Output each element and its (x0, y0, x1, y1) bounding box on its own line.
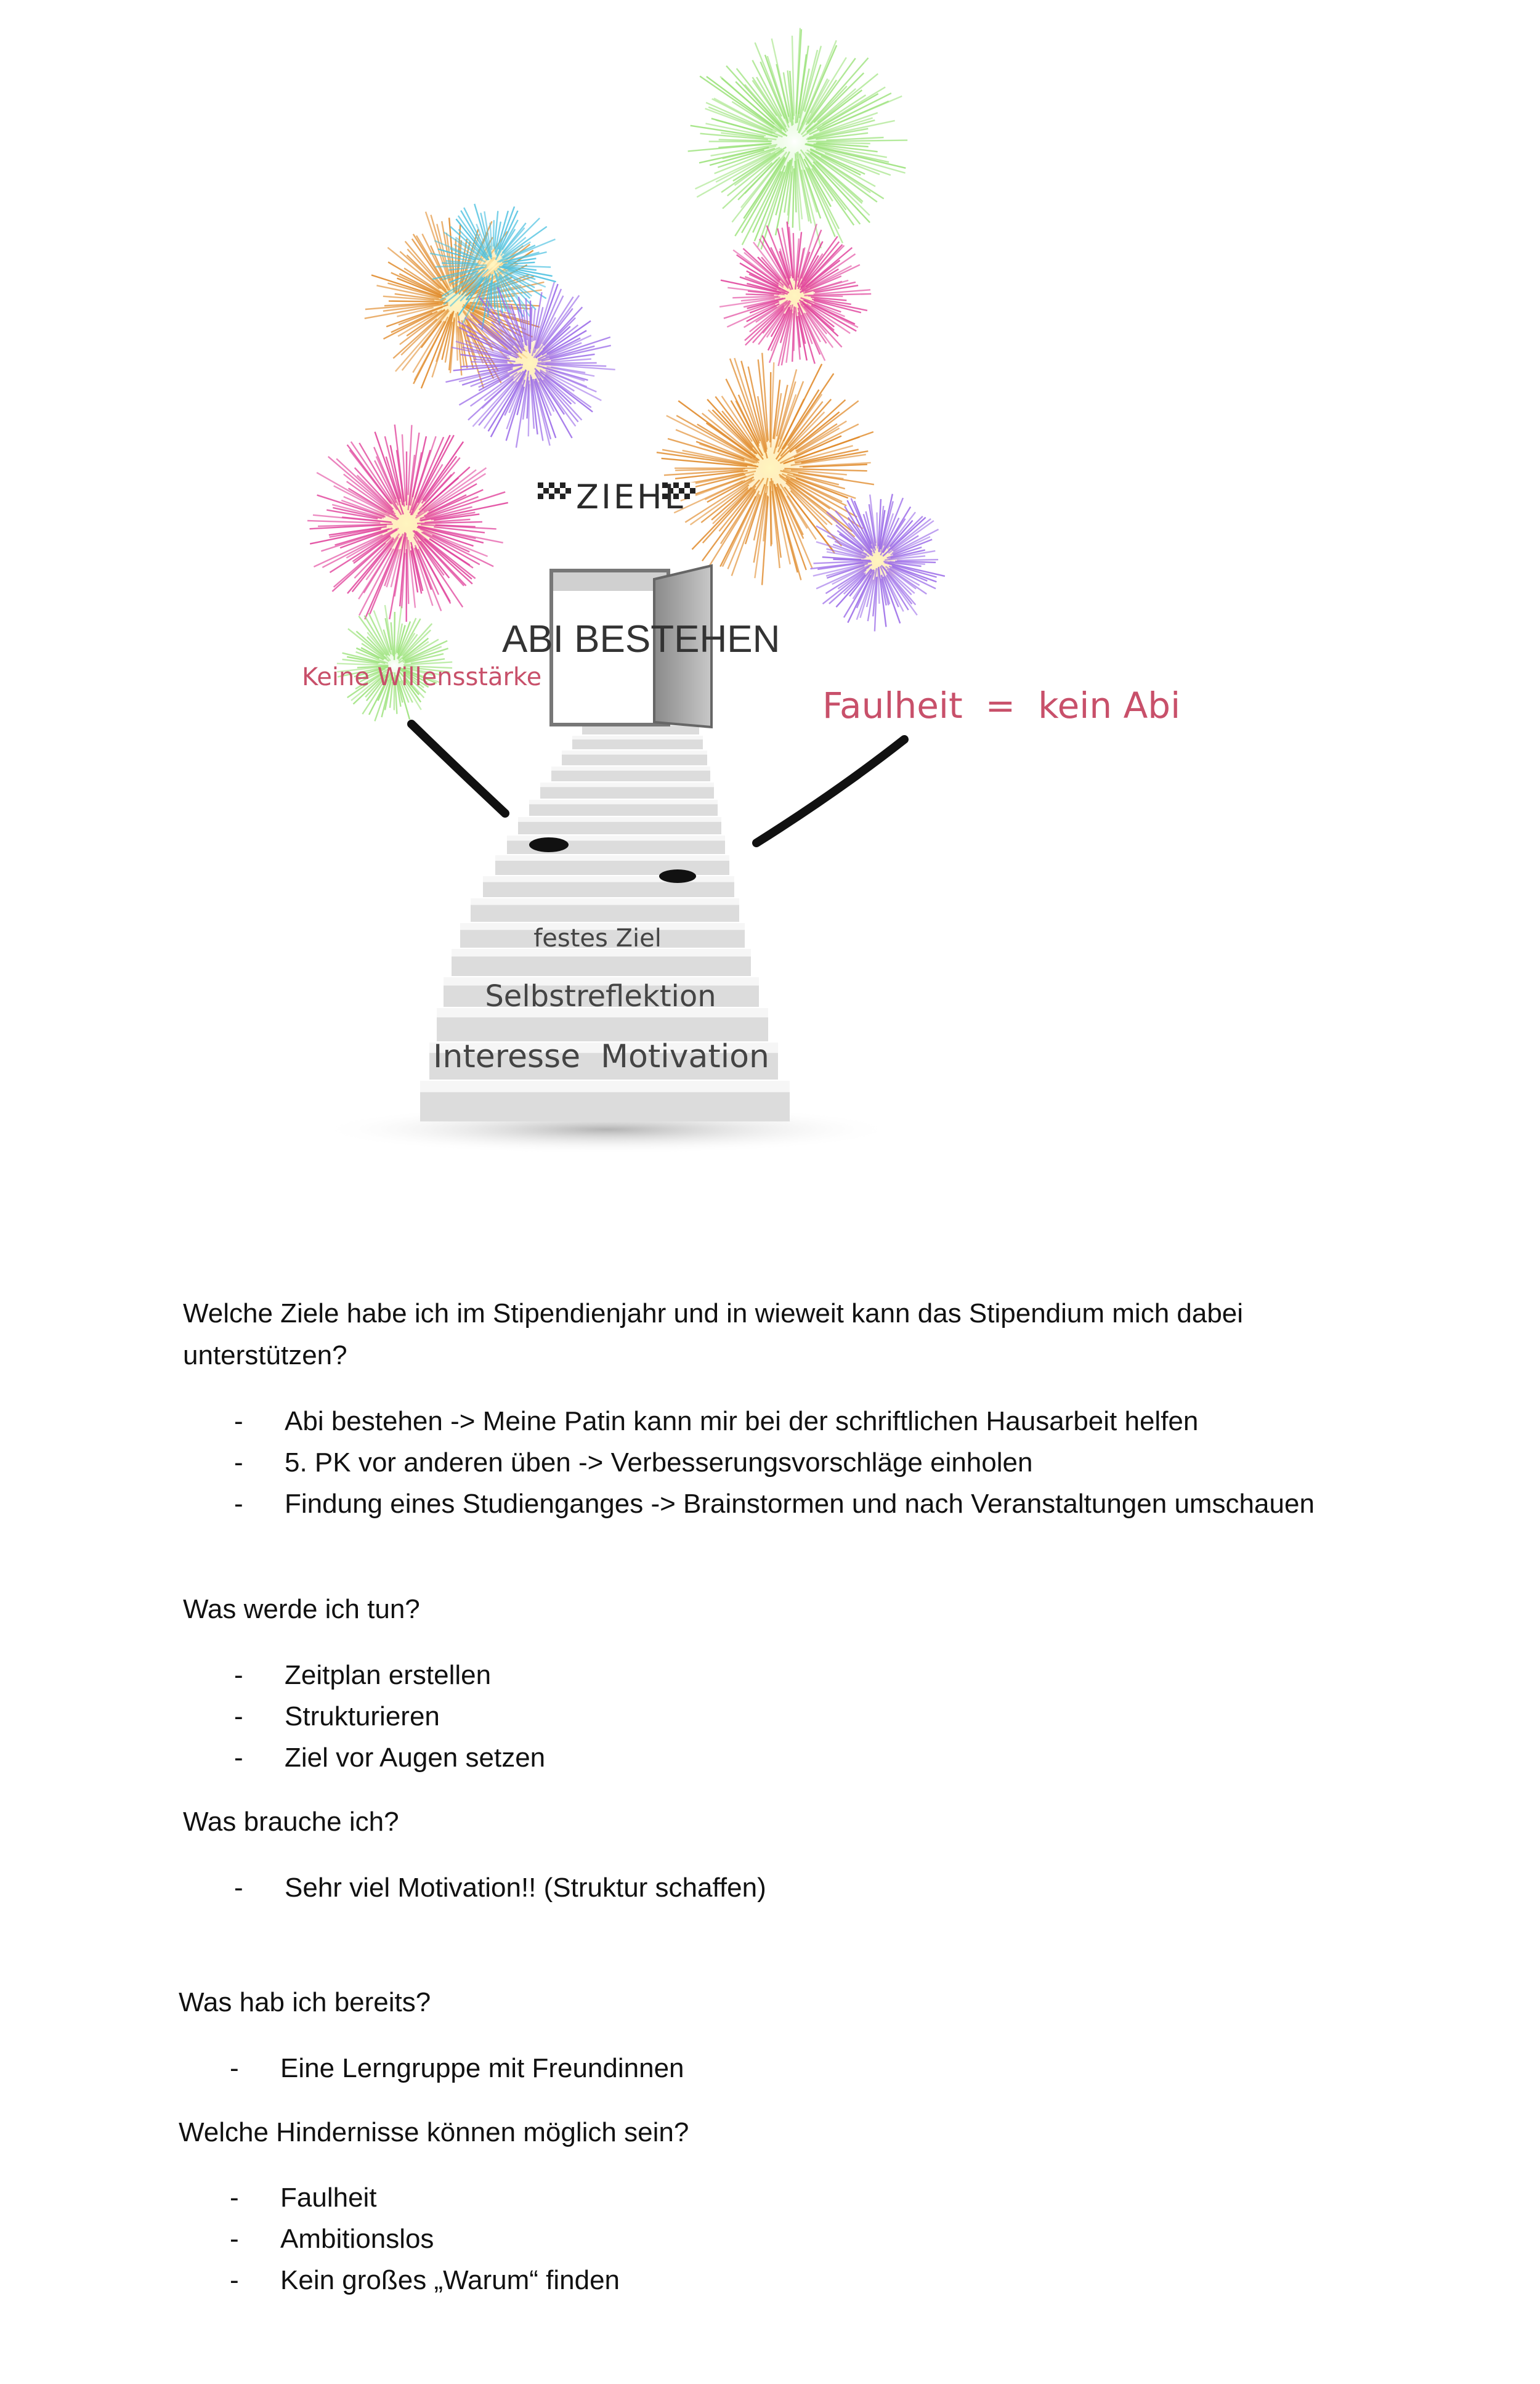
right-obstacle-note: Faulheit = kein Abi (822, 685, 1181, 726)
right-arrow-line (756, 739, 904, 843)
needs-list (234, 1867, 766, 1908)
firework-spark (897, 559, 938, 560)
goal-label: ZIEHL (576, 478, 686, 516)
flag-square (538, 488, 543, 494)
firework-spark (770, 481, 771, 546)
question-goals: Welche Ziele habe ich im Stipendienjahr und in wieweit kann das Stipendium mich dabei unterstützen? (183, 1298, 1244, 1370)
flag-square (554, 494, 560, 499)
flag-square (554, 488, 560, 494)
firework-spark (877, 513, 878, 549)
obstacles-list (230, 2177, 620, 2301)
actions-list (234, 1654, 545, 1778)
list-item: - Ziel vor Augen setzen (234, 1743, 546, 1773)
flag-square (690, 488, 695, 494)
firework-spark (793, 233, 795, 280)
stair-tread (562, 751, 707, 755)
left-arrow-line (411, 724, 505, 813)
flag-square (543, 488, 549, 494)
flag-square (690, 494, 695, 499)
stair-tread (572, 736, 703, 739)
list-item: - Ambitionslos (230, 2224, 434, 2254)
flag-square (560, 488, 565, 494)
firework-spark (389, 301, 443, 302)
stair-tread (529, 800, 718, 804)
stair-tread (518, 817, 721, 822)
firework-spark (394, 612, 395, 660)
list-item: - Faulheit (230, 2183, 377, 2213)
flag-square (565, 488, 571, 494)
step-label: Selbstreflektion (485, 979, 716, 1014)
goals-list (234, 1401, 1315, 1524)
list-item: - Abi bestehen -> Meine Patin kann mir bei der schriftlichen Hausarbeit helfen (234, 1406, 1199, 1436)
flag-square (538, 482, 543, 488)
firework-spark (493, 220, 494, 246)
firework-spark (545, 363, 596, 364)
flag-square (560, 482, 565, 488)
firework-spark (746, 294, 774, 295)
left-obstacle-note: Keine Willensstärke (302, 663, 542, 691)
stair-tread (420, 1081, 790, 1092)
step-label: Interesse Motivation (433, 1038, 769, 1075)
flag-square (554, 482, 560, 488)
question-actions: Was werde ich tun? (183, 1594, 420, 1624)
flag-square (543, 494, 549, 499)
flag-square (560, 494, 565, 499)
firework-spark (692, 487, 752, 549)
flag-square (549, 488, 554, 494)
list-item: - Zeitplan erstellen (234, 1660, 492, 1690)
stair-tread (495, 855, 729, 861)
stair-tread (483, 876, 734, 882)
stair-tread (551, 767, 710, 771)
stair-tread (540, 783, 714, 787)
flag-square (690, 482, 695, 488)
flag-square (549, 482, 554, 488)
flag-square (565, 482, 571, 488)
hole-marker (529, 837, 569, 852)
flag-square (538, 494, 543, 499)
list-item: - Strukturieren (234, 1701, 440, 1731)
list-item: - Sehr viel Motivation!! (Struktur schaffen) (234, 1873, 766, 1903)
question-needs: Was brauche ich? (183, 1807, 399, 1837)
existing-list (230, 2048, 684, 2089)
step-label: festes Ziel (533, 924, 662, 953)
flag-square (549, 494, 554, 499)
list-item: - Eine Lerngruppe mit Freundinnen (230, 2053, 684, 2083)
flag-square (543, 482, 549, 488)
door-label: ABI BESTEHEN (502, 618, 780, 661)
list-item: - Findung eines Studienganges -> Brainstormen und nach Veranstaltungen umschauen (234, 1489, 1315, 1519)
list-item: - 5. PK vor anderen üben -> Verbesserungsvorschläge einholen (234, 1447, 1033, 1478)
question-existing: Was hab ich bereits? (179, 1987, 431, 2017)
question-obstacles: Welche Hindernisse können möglich sein? (179, 2117, 689, 2147)
stair-tread (471, 898, 739, 905)
list-item: - Kein großes „Warum“ finden (230, 2265, 620, 2295)
hole-marker (659, 869, 696, 883)
flag-square (565, 494, 571, 499)
